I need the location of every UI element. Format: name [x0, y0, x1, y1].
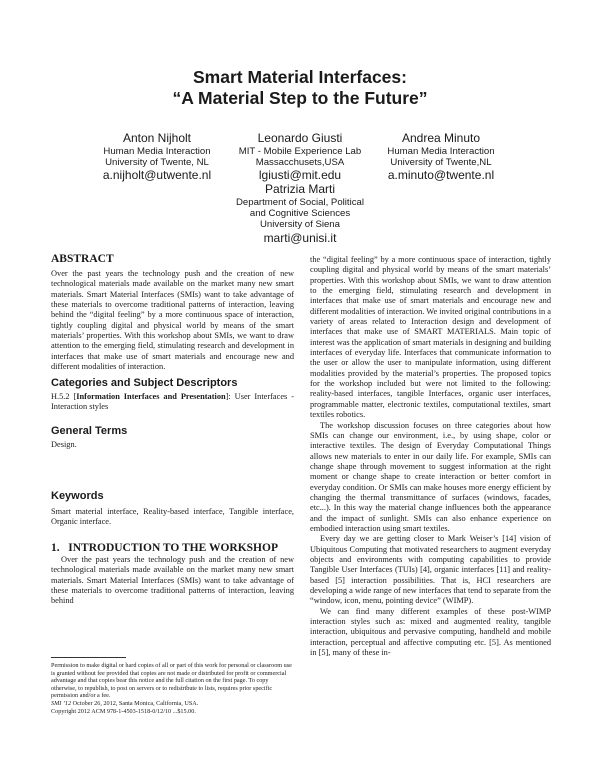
footnote-divider — [51, 657, 126, 658]
body-paragraph: the “digital feeling” by a more continuous space of interaction, tightly coupling digital and physical world by means of the smart materials’ properties. With this workshop about SMIs, we want to draw attention to the emerging field, stimulating research and development in interfaces that make use of smart materials and encourage new and different modalities of interaction. We invited original contributions in a variety of areas related to Interaction design and development of interfaces that make use of SMART MATERIALS. Main topic of interest was the application of smart materials in designing and building interfaces of everyday life. Interfaces that communicate information to the user or allow the user to manipulate information, using different modalities provided by the material’s properties. The proposed topics for the workshop included but were not limited to the following: reality-based interfaces, tangible Interfaces, organic user interfaces, programmable matter, electronic textiles, computational textiles, smart textiles robotics. — [310, 255, 551, 420]
permission-text: Permission to make digital or hard copies of all or part of this work for personal or classroom use is granted without fee provided that copies are not made or distributed for profit or commercial advantage and that copies bear this notice and the full citation on the first page. To copy otherwise, to republish, to post on servers or to redistribute to lists, requires prior specific permission and/or a fee. — [51, 662, 292, 700]
author-affiliation: University of Twente,NL — [390, 157, 492, 169]
venue-name: SMI ’12 — [51, 699, 72, 707]
category-name: Information Interfaces and Presentation — [76, 392, 226, 401]
copyright-text: Copyright 2012 ACM 978-1-4503-1518-0/12/10 ...$15.00. — [51, 707, 196, 715]
category-code: H.5.2 [ — [51, 392, 77, 401]
author-affiliation: MIT - Mobile Experience Lab — [238, 146, 362, 157]
introduction-heading: 1. INTRODUCTION TO THE WORKSHOP — [51, 542, 278, 554]
categories-heading: Categories and Subject Descriptors — [51, 377, 238, 389]
abstract-text: Over the past years the technology push and the creation of new technological materials made available on the market many new smart materials. Smart Material Interfaces (SMIs) want to take advantage of these materials to overcome traditional patterns of interaction, leaving behind the “digital feeling” by a more continuous space of interaction, tightly coupling digital and physical world by means of the smart materials’ properties. With this workshop about SMIs, we want to draw attention to the emerging field, stimulating research and development in interfaces that make use of smart materials and encourage new and different modalities of interaction. — [51, 269, 294, 372]
keywords-body — [51, 507, 294, 528]
permission-footnote — [51, 662, 294, 715]
author-affiliation: University of Siena — [260, 219, 340, 231]
body-paragraph: The workshop discussion focuses on three categories about how SMIs can change our environment, i.e., by using shape, color or interactive textiles. The design of Everyday Computational Things allows new materials to enter in our daily life. For example, SMIs can change shape through movement to suggest information at the right moment or change shape to create interaction or better comfort in everyday condition. Or SMIs can make houses more energy efficient by changing the thermal transmittance of surfaces (windows, facades, etc...). In this way the material change influences both the appearance and the impact of sunlight. SMIs can also enhance experience on embodied interaction using smart textiles. — [310, 420, 551, 533]
body-paragraph: We can find many different examples of these post-WIMP interaction styles such as: mixed and augmented reality, tangible interaction, ubiquitous and pervasive computing, handheld and mobile interaction, perceptual and affective computing etc. [5]. As mentioned in [5], many of these in- — [310, 606, 551, 658]
introduction-body — [51, 555, 294, 607]
author-block — [366, 131, 516, 182]
author-affiliation: Human Media Interaction — [103, 146, 211, 157]
author-block — [225, 182, 375, 245]
venue-details: October 26, 2012, Santa Monica, California, USA. — [71, 699, 199, 707]
author-email[interactable]: lgiusti@mit.edu — [258, 168, 342, 183]
right-column — [310, 255, 551, 658]
paper-title-line-2: “A Material Step to the Future” — [172, 88, 428, 108]
category-rest: ]: User Interfaces - Interaction styles — [51, 392, 295, 412]
author-name: Andrea Minuto — [401, 131, 481, 145]
general-terms-text: Design. — [51, 440, 77, 449]
keywords-heading: Keywords — [51, 490, 104, 502]
author-name: Leonardo Giusti — [257, 131, 343, 145]
author-block — [225, 131, 375, 182]
body-paragraph: Every day we are getting closer to Mark Weiser’s [14] vision of Ubiquitous Computing that motivated researchers to augment everyday objects and environments with computing capabilities to provide Tangible User Interfaces (TUIs) [4], organic interfaces [11] and reality-based [5] interaction possibilities. That is, HCI researchers are developing a wide range of new interfaces that tend to separate from the “window, icon, menu, pointing device” (WIMP). — [310, 534, 551, 606]
author-name: Patrizia Marti — [264, 182, 335, 196]
author-block — [82, 131, 232, 182]
author-affiliation: Department of Social, Political — [236, 197, 364, 208]
abstract-heading: ABSTRACT — [51, 253, 114, 265]
introduction-text: Over the past years the technology push and the creation of new technological materials made available on the market many new smart materials. Smart Material Interfaces (SMIs) want to take advantage of these materials to overcome traditional patterns of interaction, leaving behind — [51, 555, 294, 606]
author-email[interactable]: a.minuto@twente.nl — [387, 168, 495, 183]
categories-body — [51, 392, 294, 413]
author-email[interactable]: marti@unisi.it — [263, 230, 337, 245]
author-affiliation: and Cognitive Sciences — [249, 208, 351, 220]
general-terms-body — [51, 440, 294, 450]
general-terms-heading: General Terms — [51, 425, 128, 437]
author-affiliation: Massacchusets,USA — [255, 157, 345, 169]
keywords-text: Smart material interface, Reality-based interface, Tangible interface, Organic interface. — [51, 507, 294, 527]
author-affiliation: Human Media Interaction — [387, 146, 495, 157]
author-email[interactable]: a.nijholt@utwente.nl — [102, 168, 212, 183]
author-name: Anton Nijholt — [122, 131, 192, 145]
author-affiliation: University of Twente, NL — [105, 157, 209, 169]
paper-title-line-1: Smart Material Interfaces: — [193, 67, 407, 87]
abstract-body — [51, 269, 294, 372]
